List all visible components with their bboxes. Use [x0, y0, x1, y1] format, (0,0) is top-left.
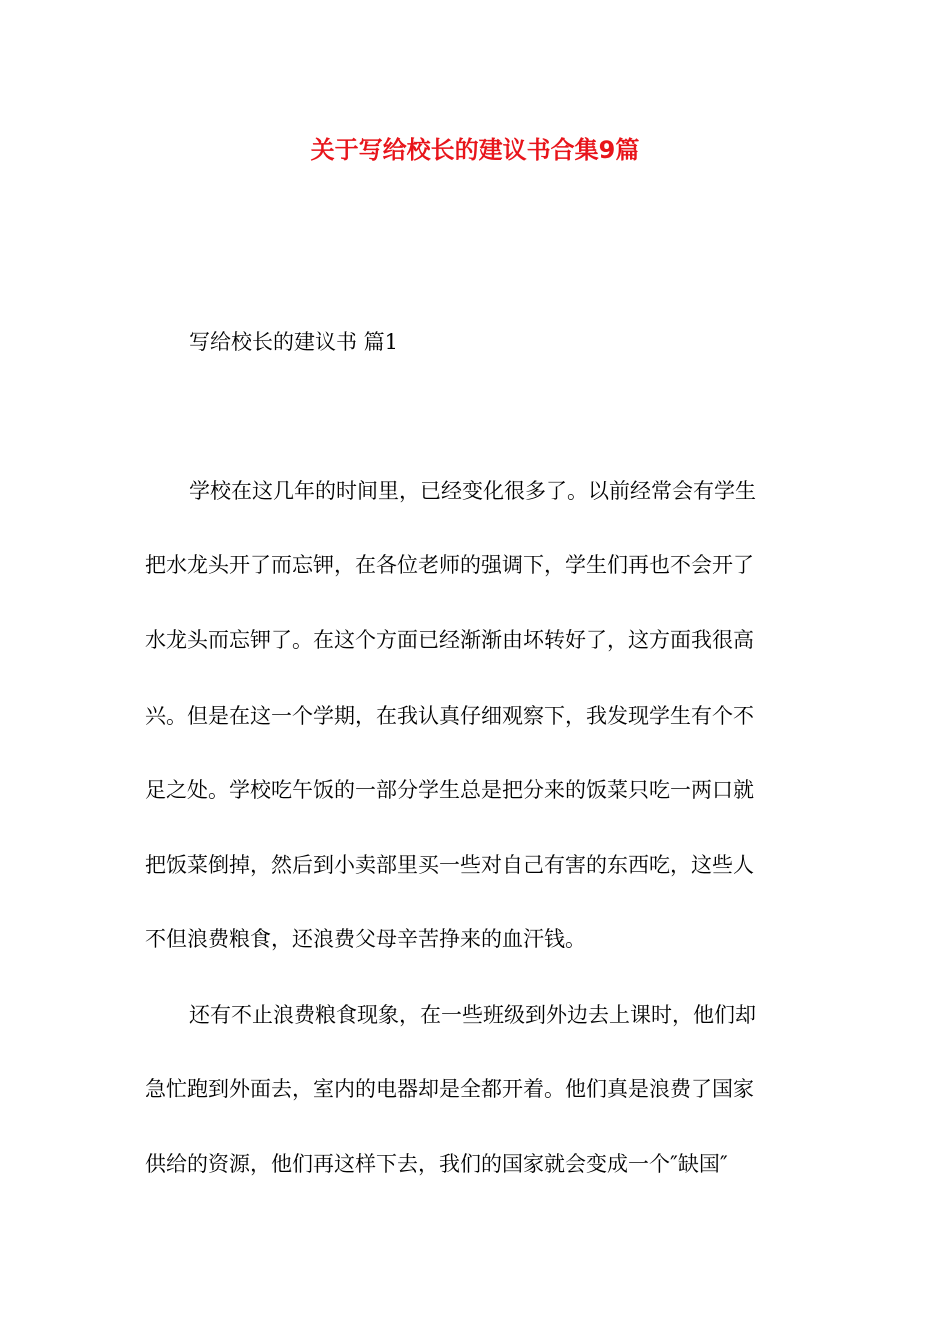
body-line: 兴。但是在这一个学期，在我认真仔细观察下，我发现学生有个不	[145, 704, 754, 728]
section-heading: 写给校长的建议书 篇1	[189, 330, 399, 354]
body-line: 把饭菜倒掉，然后到小卖部里买一些对自己有害的东西吃，这些人	[145, 853, 754, 877]
body-line: 水龙头而忘钾了。在这个方面已经渐渐由坏转好了，这方面我很高	[145, 628, 754, 652]
body-line: 足之处。学校吃午饭的一部分学生总是把分来的饭菜只吃一两口就	[145, 778, 754, 802]
body-line: 把水龙头开了而忘钾，在各位老师的强调下，学生们再也不会开了	[145, 553, 754, 577]
body-line: 急忙跑到外面去，室内的电器却是全都开着。他们真是浪费了国家	[145, 1077, 754, 1101]
body-line: 还有不止浪费粮食现象，在一些班级到外边去上课时，他们却	[189, 1003, 756, 1027]
body-line: 供给的资源，他们再这样下去，我们的国家就会变成一个″缺国″	[145, 1152, 728, 1176]
body-line: 学校在这几年的时间里，已经变化很多了。以前经常会有学生	[189, 479, 756, 503]
document-title: 关于写给校长的建议书合集9篇	[310, 136, 640, 164]
body-line: 不但浪费粮食，还浪费父母辛苦挣来的血汗钱。	[145, 927, 586, 951]
